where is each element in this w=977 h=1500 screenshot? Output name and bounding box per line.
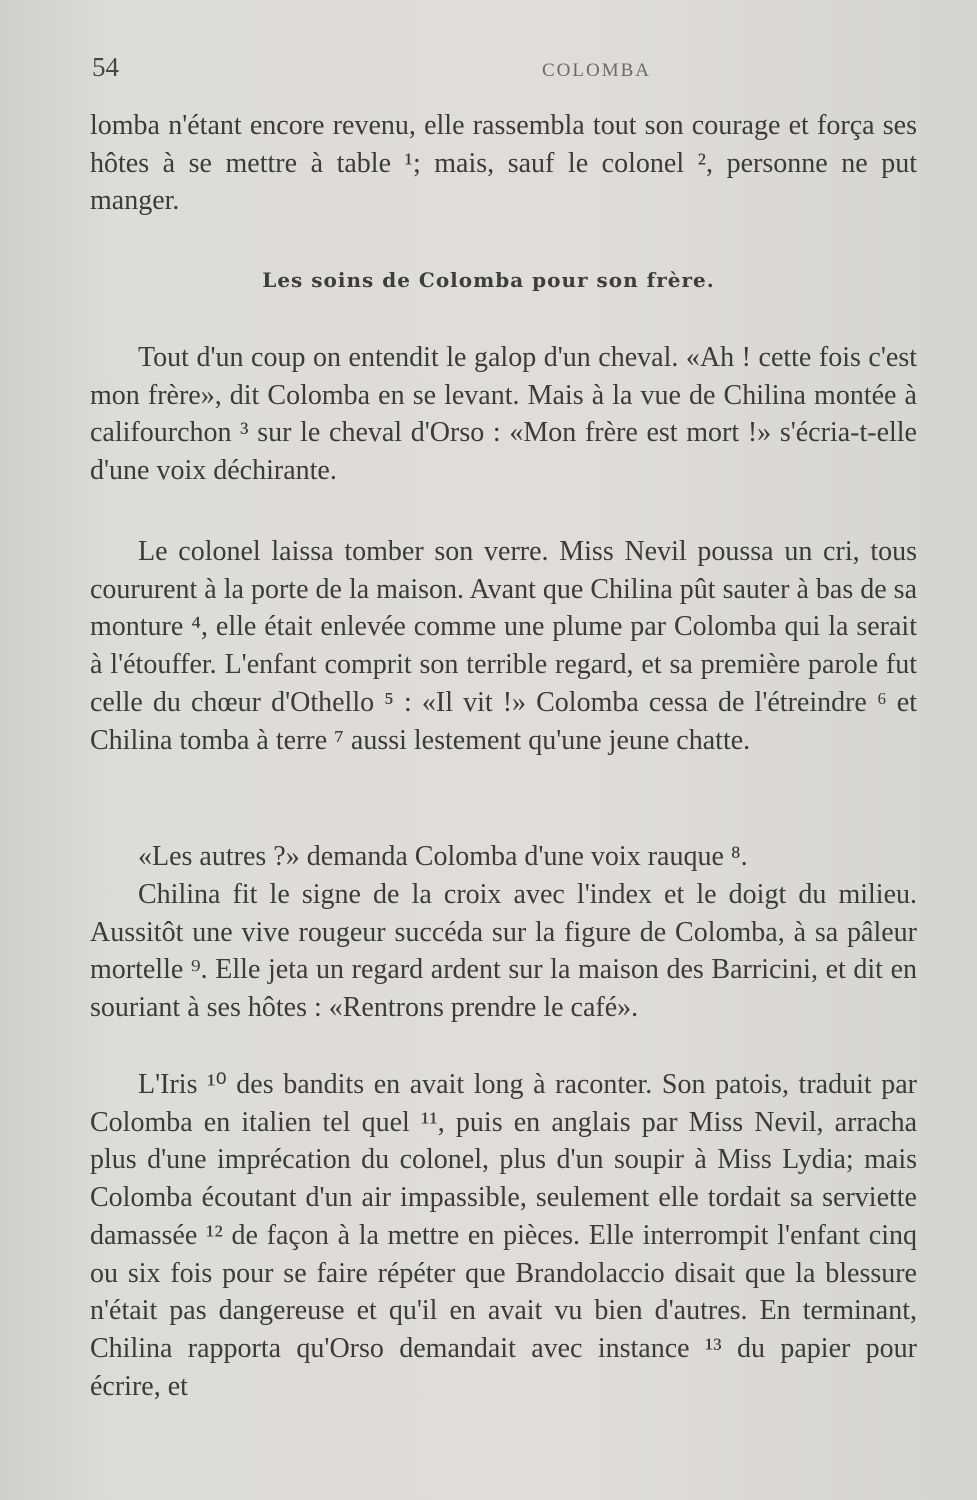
section-title: Les soins de Colomba pour son frère. <box>262 268 715 292</box>
paragraph-text: Tout d'un coup on entendit le galop d'un cheval. «Ah ! cette fois c'est mon frère», dit Colomba en se levant. Mais à la vue de Chilina montée à califourchon ³ sur le cheval d'Orso : «Mon frère est mort !» s'écria-t-elle d'une voix déchirante. <box>90 342 917 487</box>
paragraph <box>90 533 917 759</box>
paragraph-text: L'Iris ¹⁰ des bandits en avait long à raconter. Son patois, traduit par Colomba en italien tel quel ¹¹, puis en anglais par Miss Nevil, arracha plus d'une imprécation du colonel, plus d'un soupir à Miss Lydia; mais Colomba écoutant d'un air impassible, seulement elle tordait sa serviette damassée ¹² de façon à la mettre en pièces. Elle interrompit l'enfant cinq ou six fois pour se faire répéter que Brandolaccio disait que la blessure n'était pas dangereuse et qu'il en avait vu bien d'autres. En terminant, Chilina rapporta qu'Orso demandait avec instance ¹³ du papier pour écrire, et <box>90 1069 917 1402</box>
paragraph-text: Le colonel laissa tomber son verre. Miss Nevil poussa un cri, tous coururent à la porte de la maison. Avant que Chilina pût sauter à bas de sa monture ⁴, elle était enlevée comme une plume par Colomba qui la serait à l'étouffer. L'enfant comprit son terrible regard, et sa première parole fut celle du chœur d'Othello ⁵ : «Il vit !» Colomba cessa de l'étreindre ⁶ et Chilina tomba à terre ⁷ aussi lestement qu'une jeune chatte. <box>90 536 917 756</box>
paragraph <box>90 876 917 1027</box>
paragraph-text: «Les autres ?» demanda Colomba d'une voix rauque ⁸. <box>138 841 748 872</box>
page-number: 54 <box>92 52 119 82</box>
paragraph <box>90 1066 917 1405</box>
paragraph <box>90 339 917 490</box>
paragraph-text: Chilina fit le signe de la croix avec l'index et le doigt du milieu. Aussitôt une vive rougeur succéda sur la figure de Colomba, à sa pâleur mortelle ⁹. Elle jeta un regard ardent sur la maison des Barricini, et dit en souriant à ses hôtes : «Rentrons prendre le café». <box>90 879 917 1024</box>
paragraph <box>90 107 917 220</box>
running-head: COLOMBA <box>542 60 652 81</box>
paragraph <box>90 838 917 876</box>
paragraph-text: lomba n'étant encore revenu, elle rassembla tout son courage et força ses hôtes à se mettre à table ¹; mais, sauf le colonel ², personne ne put manger. <box>90 110 917 217</box>
page-header <box>92 52 922 86</box>
